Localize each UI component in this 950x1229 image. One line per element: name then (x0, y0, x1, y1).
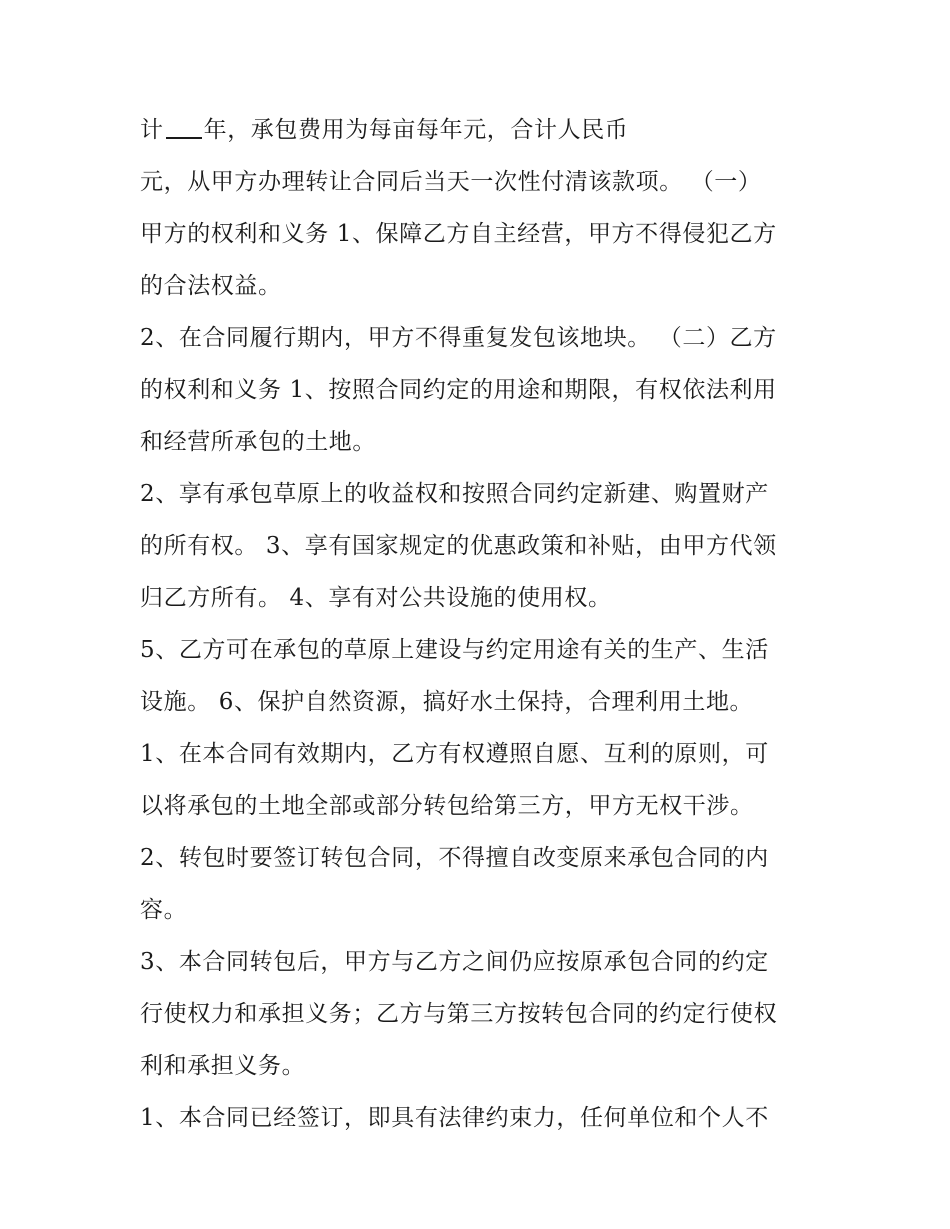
text-line: 2、享有承包草原上的收益权和按照合同约定新建、购置财产 (140, 481, 769, 507)
text-segment: 年，承包费用为每亩每年元，合计人民币 (203, 117, 629, 143)
text-line: 的所有权。 3、享有国家规定的优惠政策和补贴，由甲方代领 (140, 533, 777, 559)
text-line: 1、本合同已经签订，即具有法律约束力，任何单位和个人不 (140, 1105, 769, 1131)
text-line: 利和承担义务。 (140, 1053, 306, 1079)
text-line: 5、乙方可在承包的草原上建设与约定用途有关的生产、生活 (140, 637, 769, 663)
text-line: 的合法权益。 (140, 273, 282, 299)
fill-in-blank (166, 115, 202, 139)
text-line: 2、转包时要签订转包合同，不得擅自改变原来承包合同的内 (140, 845, 769, 871)
contract-body-text (140, 104, 820, 1144)
text-line: 1、在本合同有效期内，乙方有权遵照自愿、互利的原则，可 (140, 741, 769, 767)
text-line: 以将承包的土地全部或部分转包给第三方，甲方无权干涉。 (140, 793, 754, 819)
text-line: 3、本合同转包后，甲方与乙方之间仍应按原承包合同的约定 (140, 949, 769, 975)
text-line: 设施。 6、保护自然资源，搞好水土保持，合理利用土地。 (140, 689, 754, 715)
text-line: 归乙方所有。 4、享有对公共设施的使用权。 (140, 585, 612, 611)
text-line: 元，从甲方办理转让合同后当天一次性付清该款项。 （一） (140, 169, 762, 195)
text-segment: 计 (140, 117, 164, 143)
text-line: 行使权力和承担义务；乙方与第三方按转包合同的约定行使权 (140, 1001, 778, 1027)
text-line: 和经营所承包的土地。 (140, 429, 376, 455)
text-line: 2、在合同履行期内，甲方不得重复发包该地块。 （二）乙方 (140, 325, 777, 351)
text-line (140, 104, 820, 156)
text-line: 甲方的权利和义务 1、保障乙方自主经营，甲方不得侵犯乙方 (140, 221, 777, 247)
text-line: 的权利和义务 1、按照合同约定的用途和期限，有权依法利用 (140, 377, 777, 403)
text-line: 容。 (140, 897, 188, 923)
